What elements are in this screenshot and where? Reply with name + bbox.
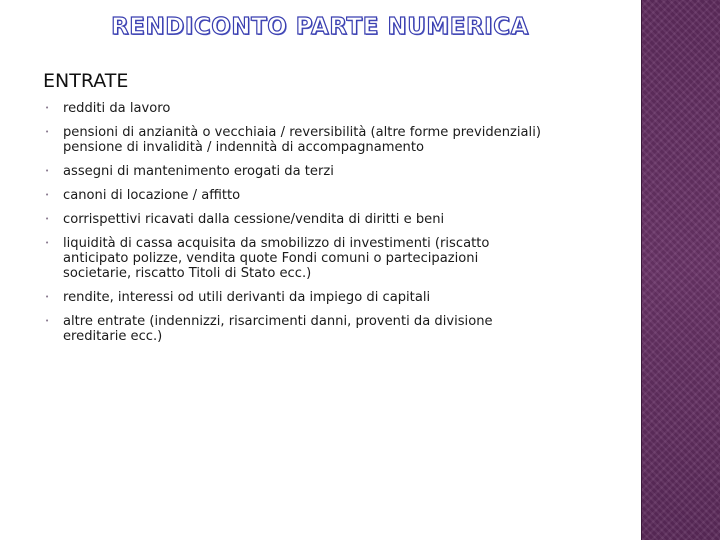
- list-item: [0, 101, 640, 116]
- bullet-icon: •: [45, 239, 50, 247]
- section-heading: ENTRATE: [43, 70, 129, 92]
- bullet-icon: •: [45, 215, 50, 223]
- list-item-text: altre entrate (indennizzi, risarcimenti danni, proventi da divisione: [63, 314, 493, 329]
- list-item-text: ereditarie ecc.): [63, 329, 163, 344]
- entrate-list: [0, 101, 640, 353]
- list-item-text: pensione di invalidità / indennità di accompagnamento: [63, 140, 424, 155]
- slide-title: RENDICONTO PARTE NUMERICA: [111, 14, 529, 40]
- list-item: [0, 290, 640, 305]
- bullet-icon: •: [45, 128, 50, 136]
- bullet-icon: •: [45, 317, 50, 325]
- list-item-text: societarie, riscatto Titoli di Stato ecc.): [63, 266, 312, 281]
- decorative-sidebar: [641, 0, 720, 540]
- list-item: [0, 188, 640, 203]
- list-item-text: rendite, interessi od utili derivanti da impiego di capitali: [63, 290, 431, 305]
- list-item-text: corrispettivi ricavati dalla cessione/vendita di diritti e beni: [63, 212, 445, 227]
- list-item-text: liquidità di cassa acquisita da smobilizzo di investimenti (riscatto: [63, 236, 490, 251]
- list-item: [0, 164, 640, 179]
- list-item-text: assegni di mantenimento erogati da terzi: [63, 164, 334, 179]
- bullet-icon: •: [45, 293, 50, 301]
- list-item: [0, 314, 640, 344]
- bullet-icon: •: [45, 167, 50, 175]
- list-item: [0, 125, 640, 155]
- list-item-text: pensioni di anzianità o vecchiaia / reversibilità (altre forme previdenziali): [63, 125, 541, 140]
- bullet-icon: •: [45, 191, 50, 199]
- list-item-text: canoni di locazione / affitto: [63, 188, 241, 203]
- list-item-text: anticipato polizze, vendita quote Fondi comuni o partecipazioni: [63, 251, 479, 266]
- list-item-text: redditi da lavoro: [63, 101, 171, 116]
- list-item: [0, 236, 640, 281]
- bullet-icon: •: [45, 104, 50, 112]
- list-item: [0, 212, 640, 227]
